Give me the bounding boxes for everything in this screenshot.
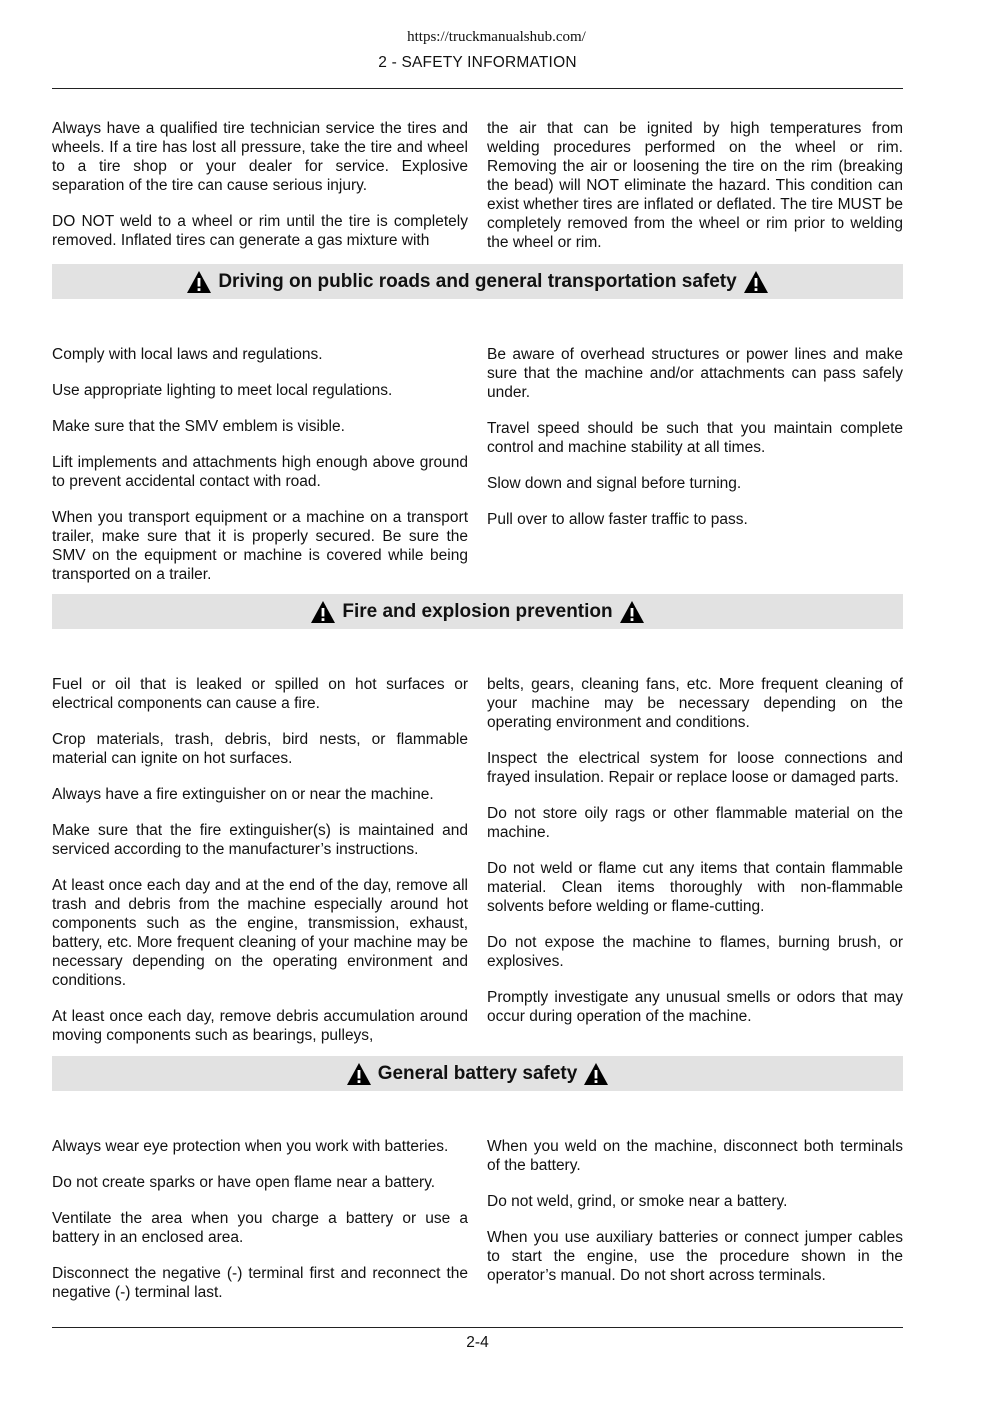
paragraph: Do not expose the machine to flames, burning brush, or explosives. <box>487 934 903 970</box>
section-title: Driving on public roads and general transportation safety <box>218 270 737 292</box>
warning-triangle-icon <box>743 270 769 294</box>
warning-triangle-icon <box>346 1062 372 1086</box>
section-title: Fire and explosion prevention <box>342 600 613 622</box>
warning-triangle-icon <box>310 600 336 624</box>
paragraph: Do not create sparks or have open flame near a battery. <box>52 1174 436 1191</box>
page-number: 2-4 <box>466 1334 489 1351</box>
warning-triangle-icon <box>186 270 212 294</box>
warning-triangle-icon <box>619 600 645 624</box>
paragraph: Do not store oily rags or other flammable material on the machine. <box>487 805 903 841</box>
intro-right-column <box>487 119 903 269</box>
left-column <box>52 675 468 1062</box>
header-rule <box>52 88 903 89</box>
source-url: https://truckmanualshub.com/ <box>407 29 586 45</box>
paragraph: Comply with local laws and regulations. <box>52 346 323 363</box>
paragraph: Fuel or oil that is leaked or spilled on hot surfaces or electrical components can cause a fire. <box>52 676 468 712</box>
section-heading: 2 - SAFETY INFORMATION <box>378 54 577 71</box>
paragraph: Make sure that the fire extinguisher(s) is maintained and serviced according to the manufacturer’s instructions. <box>52 822 468 858</box>
battery-columns <box>52 1137 903 1319</box>
paragraph: At least once each day, remove debris accumulation around moving components such as bearings, pulleys, <box>52 1008 468 1044</box>
paragraph: belts, gears, cleaning fans, etc. More frequent cleaning of your machine may be necessary depending on the operating environment and conditions. <box>487 676 903 731</box>
paragraph: Lift implements and attachments high enough above ground to prevent accidental contact with road. <box>52 454 468 490</box>
paragraph: Always have a fire extinguisher on or near the machine. <box>52 786 434 803</box>
intro-left-column <box>52 119 468 269</box>
paragraph: When you weld on the machine, disconnect both terminals of the battery. <box>487 1138 903 1174</box>
fire-columns <box>52 675 903 1062</box>
paragraph: Promptly investigate any unusual smells or odors that may occur during operation of the machine. <box>487 989 903 1025</box>
paragraph: Inspect the electrical system for loose connections and frayed insulation. Repair or replace loose or damaged parts. <box>487 750 903 786</box>
paragraph: Do not weld, grind, or smoke near a battery. <box>487 1193 788 1210</box>
paragraph: Crop materials, trash, debris, bird nests, or flammable material can ignite on hot surfaces. <box>52 731 468 767</box>
section-banner-transportation <box>52 264 903 299</box>
transportation-columns <box>52 345 903 601</box>
paragraph: Pull over to allow faster traffic to pass. <box>487 511 748 528</box>
footer-rule <box>52 1327 903 1328</box>
section-title: General battery safety <box>377 1062 578 1084</box>
paragraph: Travel speed should be such that you maintain complete control and machine stability at all times. <box>487 420 903 456</box>
right-column <box>487 345 903 601</box>
section-banner-battery <box>52 1056 903 1091</box>
paragraph: At least once each day and at the end of the day, remove all trash and debris from the machine especially around hot components such as the engine, transmission, exhaust, battery, etc. More frequent cleaning of your machine may be necessary depending on the operating environment and conditions. <box>52 877 468 989</box>
paragraph: Always wear eye protection when you work with batteries. <box>52 1138 449 1155</box>
left-column <box>52 345 468 601</box>
paragraph: When you transport equipment or a machine on a transport trailer, make sure that it is properly secured. Be sure the SMV on the equipment or machine is covered while being transported on a trailer. <box>52 509 468 583</box>
paragraph: When you use auxiliary batteries or connect jumper cables to start the engine, use the procedure shown in the operator’s manual. Do not short across terminals. <box>487 1229 903 1284</box>
paragraph: Be aware of overhead structures or power lines and make sure that the machine and/or attachments can pass safely under. <box>487 346 903 401</box>
right-column <box>487 675 903 1062</box>
warning-triangle-icon <box>583 1062 609 1086</box>
paragraph: Do not weld or flame cut any items that contain flammable material. Clean items thoroughly with non-flammable solvents before welding or flame-cutting. <box>487 860 903 915</box>
paragraph: Always have a qualified tire technician service the tires and wheels. If a tire has lost all pressure, take the tire and wheel to a tire shop or your dealer for service. Explosive separation of the tire can cause serious injury. <box>52 120 468 194</box>
intro-columns <box>52 119 903 269</box>
paragraph: Slow down and signal before turning. <box>487 475 742 492</box>
right-column <box>487 1137 903 1319</box>
paragraph: the air that can be ignited by high temperatures from welding procedures performed on the wheel or rim. Removing the air or loosening the tire on the rim (breaking the bead) will NOT eliminate the hazard. This condition can exist whether tires are inflated or deflated. The tire MUST be completely removed from the wheel or rim prior to welding the wheel or rim. <box>487 120 903 251</box>
paragraph: Disconnect the negative (-) terminal first and reconnect the negative (-) terminal last. <box>52 1265 468 1301</box>
paragraph: Use appropriate lighting to meet local regulations. <box>52 382 393 399</box>
section-banner-fire <box>52 594 903 629</box>
paragraph: DO NOT weld to a wheel or rim until the tire is completely removed. Inflated tires can generate a gas mixture with <box>52 213 468 249</box>
paragraph: Make sure that the SMV emblem is visible. <box>52 418 345 435</box>
paragraph: Ventilate the area when you charge a battery or use a battery in an enclosed area. <box>52 1210 468 1246</box>
left-column <box>52 1137 468 1319</box>
